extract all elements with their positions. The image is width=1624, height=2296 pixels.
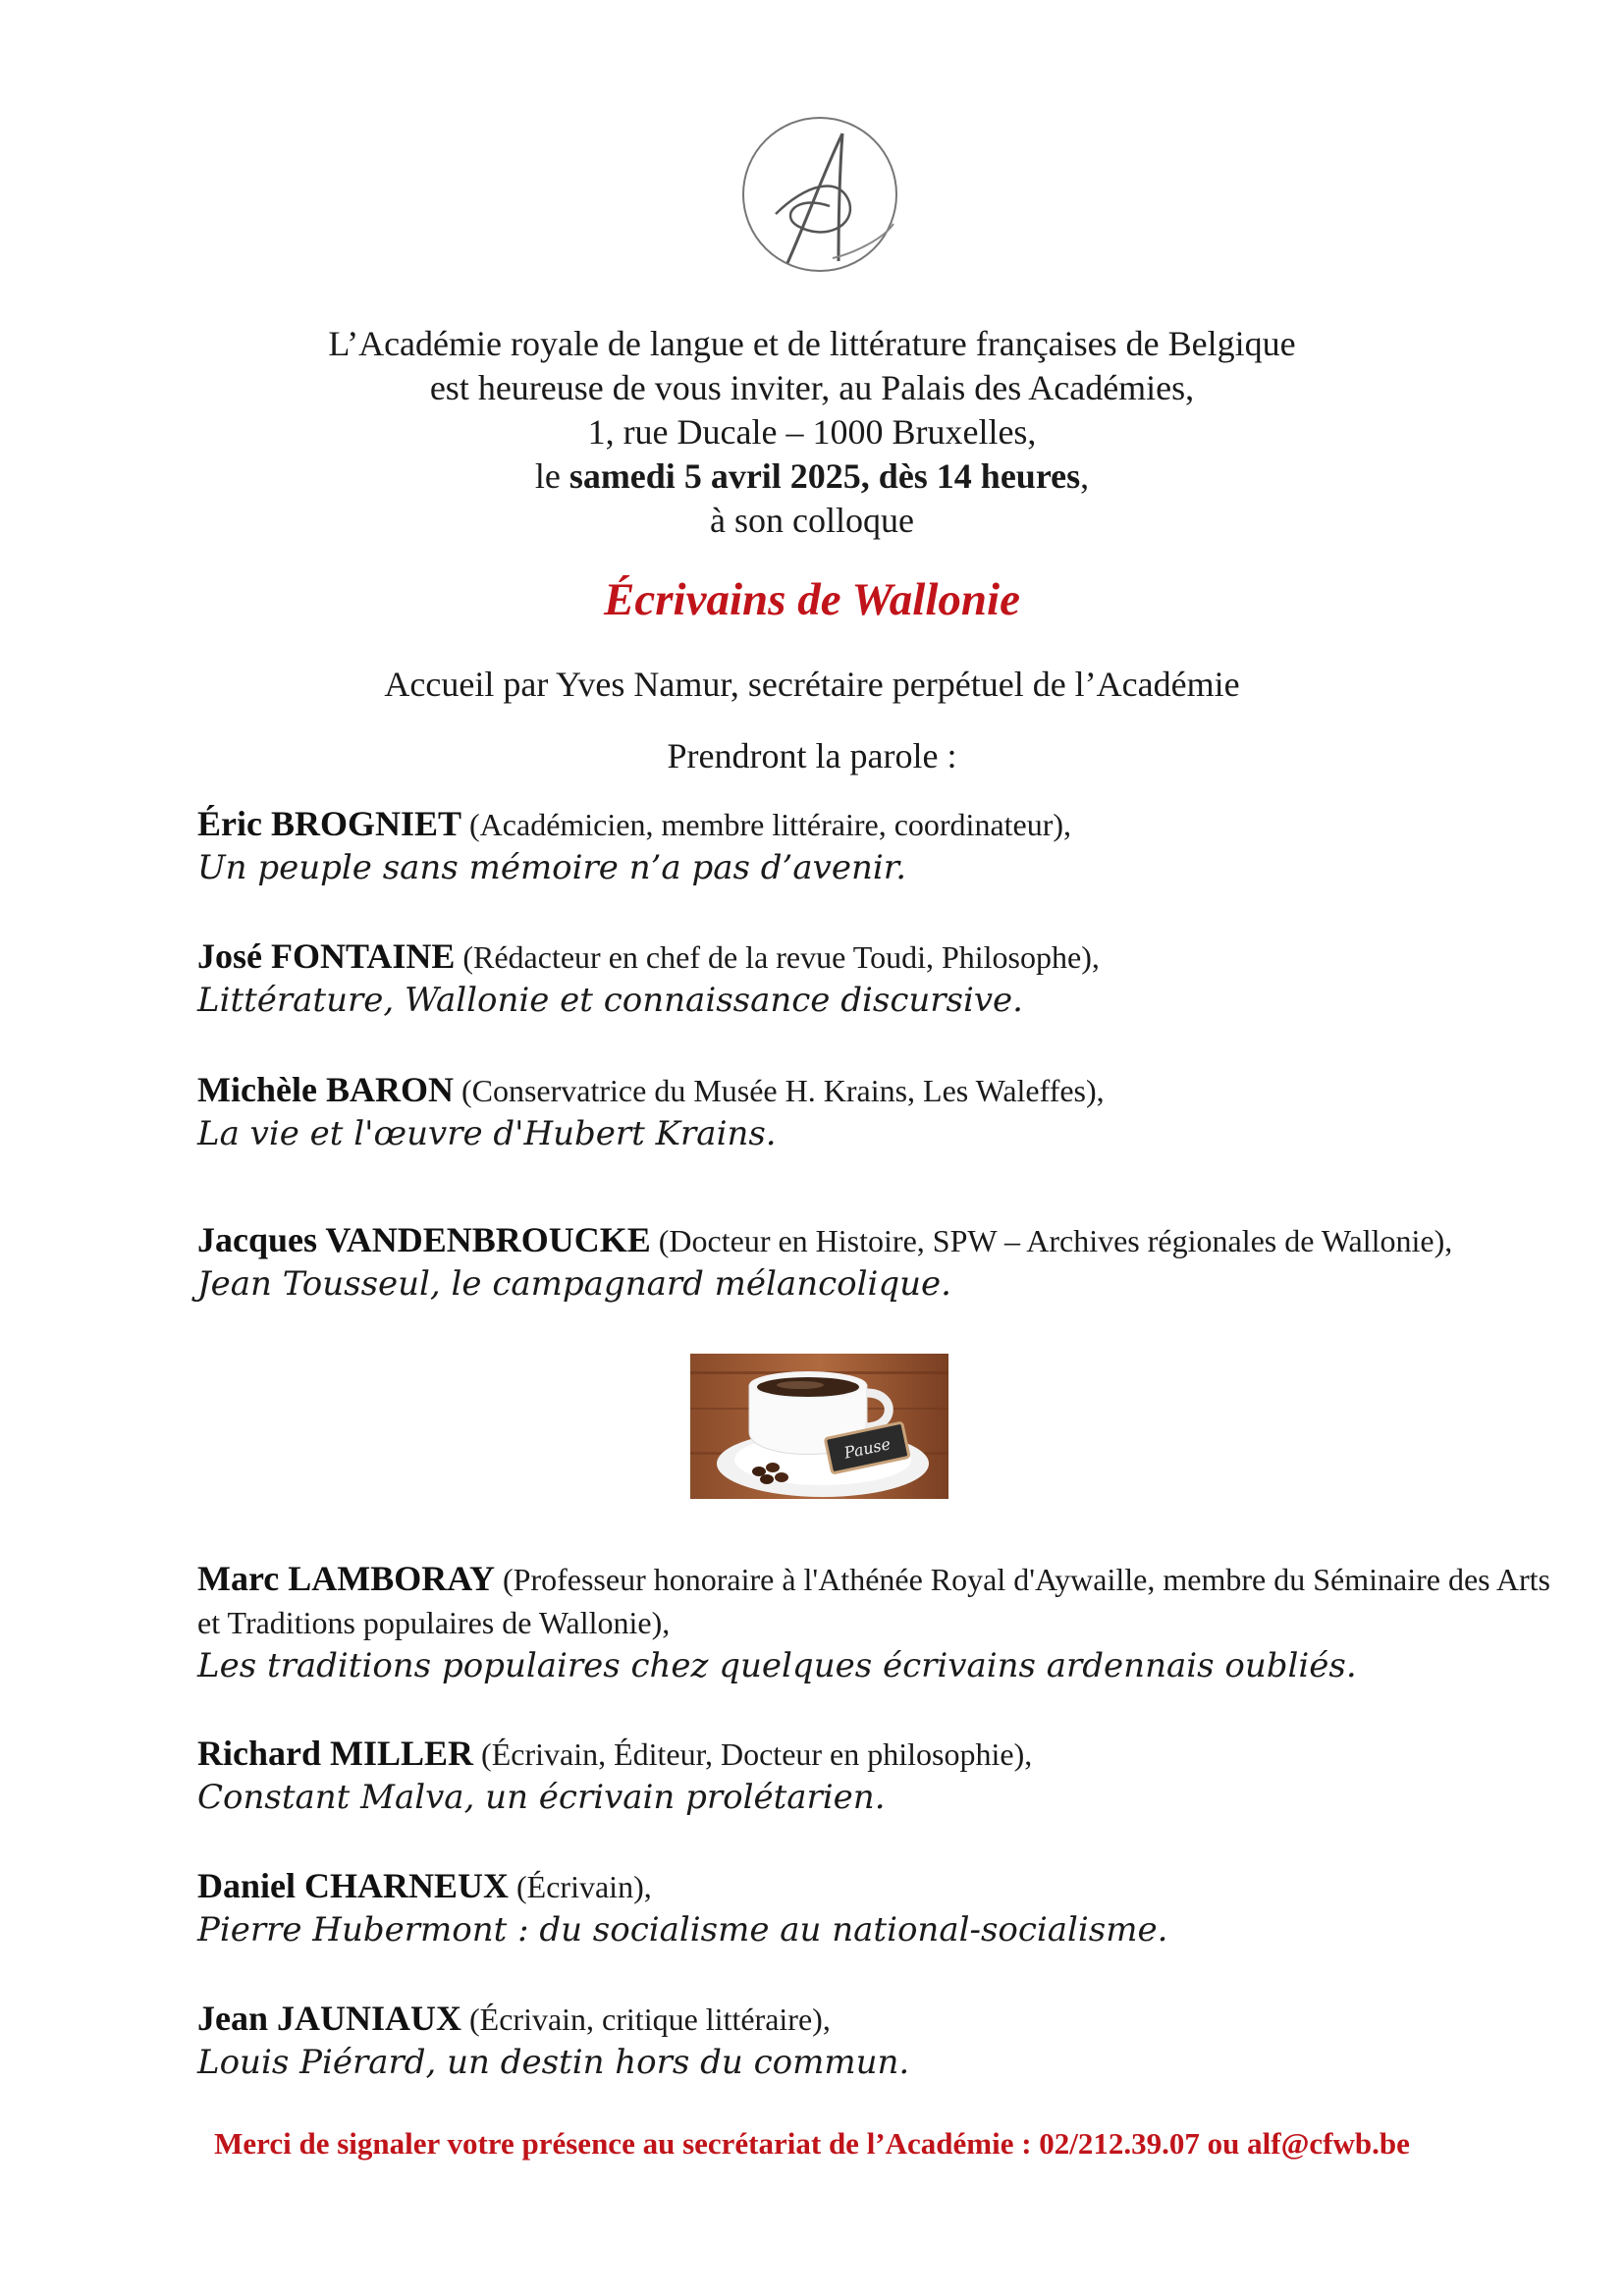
speaker-name: Jacques VANDENBROUCKE <box>197 1220 651 1259</box>
intro-line-5: à son colloque <box>710 501 914 540</box>
colloque-title: Écrivains de Wallonie <box>604 574 1020 625</box>
coffee-pause-image <box>690 1354 948 1499</box>
speaker-role: (Conservatrice du Musée H. Krains, Les Waleffes), <box>453 1073 1105 1108</box>
date-prefix: le <box>534 456 569 496</box>
intro-line-4 <box>0 454 1624 499</box>
speaker-name: Michèle BARON <box>197 1070 454 1109</box>
speaker-role: (Écrivain, Éditeur, Docteur en philosophie), <box>473 1736 1033 1772</box>
speaker-entry <box>197 1068 1552 1155</box>
speaker-entry <box>197 1864 1552 1951</box>
talk-title: Constant Malva, un écrivain prolétarien. <box>197 1778 886 1817</box>
date-suffix: , <box>1080 456 1090 496</box>
talk-title: La vie et l'œuvre d'Hubert Krains. <box>197 1114 777 1153</box>
speaker-role: (Rédacteur en chef de la revue Toudi, Philosophe), <box>455 939 1100 975</box>
speaker-name: Richard MILLER <box>197 1734 474 1773</box>
speaker-entry <box>197 1218 1552 1306</box>
speakers-heading: Prendront la parole : <box>667 736 957 775</box>
academie-monogram-icon <box>736 116 903 273</box>
talk-title: Les traditions populaires chez quelques écrivains ardennais oubliés. <box>197 1646 1357 1685</box>
intro-line-2: est heureuse de vous inviter, au Palais des Académies, <box>429 368 1195 407</box>
event-date: samedi 5 avril 2025, dès 14 heures <box>568 456 1081 496</box>
talk-title: Littérature, Wallonie et connaissance discursive. <box>197 981 1023 1020</box>
invitation-intro <box>0 322 1624 543</box>
speaker-entry <box>197 1732 1552 1819</box>
speaker-entry <box>197 1997 1552 2084</box>
coffee-cup-pause-icon <box>690 1354 948 1499</box>
talk-title: Un peuple sans mémoire n’a pas d’avenir. <box>197 848 907 887</box>
speaker-entry <box>197 934 1552 1022</box>
speaker-entry <box>197 1557 1552 1687</box>
talk-title: Pierre Hubermont : du socialisme au national-socialisme. <box>197 1910 1168 1949</box>
speaker-role: (Professeur honoraire à l'Athénée Royal d'Aywaille, membre du Séminaire des Arts et Traditions populaires de Wallonie), <box>197 1562 1550 1640</box>
rsvp-notice: Merci de signaler votre présence au secrétariat de l’Académie : 02/212.39.07 ou alf@cfwb.be <box>214 2126 1410 2161</box>
speaker-name: José FONTAINE <box>197 936 456 976</box>
speaker-role: (Écrivain), <box>509 1869 652 1904</box>
speaker-name: Marc LAMBORAY <box>197 1559 495 1598</box>
pause-sign-text: Pause <box>842 1434 893 1463</box>
academie-logo <box>736 116 903 273</box>
speaker-name: Daniel CHARNEUX <box>197 1866 510 1905</box>
speaker-name: Éric BROGNIET <box>197 804 462 843</box>
talk-title: Louis Piérard, un destin hors du commun. <box>197 2043 910 2082</box>
welcome-line: Accueil par Yves Namur, secrétaire perpétuel de l’Académie <box>384 665 1240 704</box>
speaker-name: Jean JAUNIAUX <box>197 1999 461 2038</box>
talk-title: Jean Tousseul, le campagnard mélancolique. <box>197 1264 951 1304</box>
speaker-role: (Académicien, membre littéraire, coordinateur), <box>461 807 1072 842</box>
speaker-entry <box>197 802 1552 889</box>
intro-line-3: 1, rue Ducale – 1000 Bruxelles, <box>587 412 1037 452</box>
speaker-role: (Docteur en Histoire, SPW – Archives régionales de Wallonie), <box>650 1223 1453 1258</box>
intro-line-1: L’Académie royale de langue et de littérature françaises de Belgique <box>328 324 1296 363</box>
speaker-role: (Écrivain, critique littéraire), <box>461 2002 831 2037</box>
